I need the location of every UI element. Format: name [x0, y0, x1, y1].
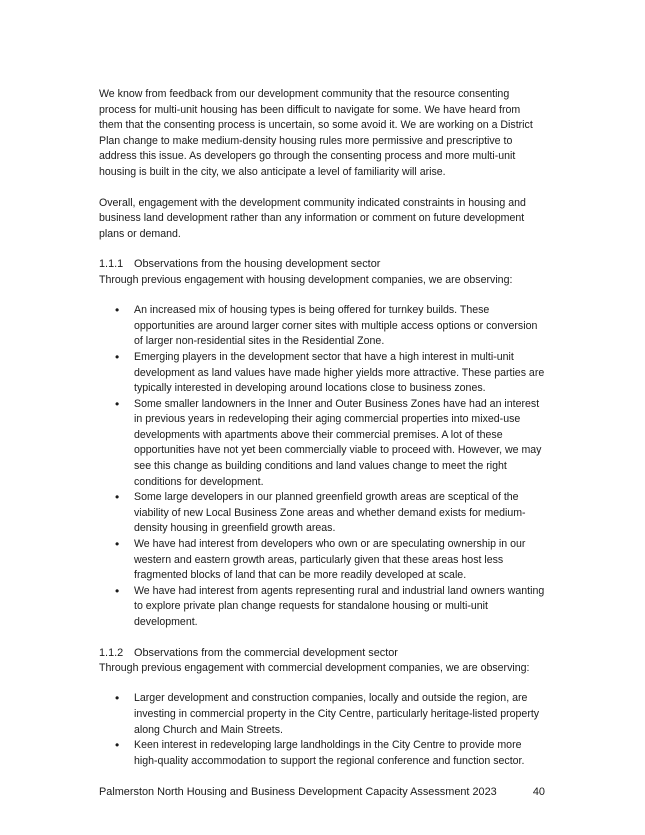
section-intro: Through previous engagement with commercial development companies, we are observing: [99, 661, 530, 674]
list-item: • Emerging players in the development sector that have a high interest in multi-unit development as land values have made higher yields more attractive. These parties are typically interested in developing around locations close to business zones. [99, 350, 545, 397]
page-footer [99, 785, 545, 799]
body-paragraph: Overall, engagement with the development community indicated constraints in housing and business land development rather than any information or comment on future development plans or demand. [99, 196, 526, 240]
section-heading [99, 646, 545, 661]
section-title: Observations from the housing development sector [134, 258, 381, 271]
section-title: Observations from the commercial development sector [134, 646, 398, 659]
list-item: • We have had interest from agents representing rural and industrial land owners wanting to explore private plan change requests for standalone housing or multi-unit development. [99, 584, 545, 631]
section-number: 1.1.1 [99, 258, 124, 271]
footer-title: Palmerston North Housing and Business Development Capacity Assessment 2023 [99, 786, 497, 798]
section-heading [99, 257, 545, 272]
list-item: • Larger development and construction companies, locally and outside the region, are investing in commercial property in the City Centre, particularly heritage-listed property along Church and Main Streets. [99, 691, 545, 738]
list-item: • Keen interest in redeveloping large landholdings in the City Centre to provide more high-quality accommodation to support the regional conference and function sector. [99, 738, 545, 769]
page-number: 40 [532, 786, 545, 798]
list-item: • Some large developers in our planned greenfield growth areas are sceptical of the viability of new Local Business Zone areas and whether demand exists for medium-density housing in greenfield growth areas. [99, 490, 545, 537]
bullet-list [99, 303, 545, 630]
list-item: • Some smaller landowners in the Inner and Outer Business Zones have had an interest in previous years in redeveloping their aging commercial properties into mixed-use developments with apartments above their commercial premises. A lot of these opportunities have not yet been commercially viable to proceed with. However, we may see this change as building conditions and land values change to meet the right conditions for development. [99, 397, 545, 491]
bullet-list [99, 691, 545, 769]
page-content [99, 87, 545, 769]
body-paragraph: We know from feedback from our development community that the resource consenting process for multi-unit housing has been difficult to navigate for some. We have heard from them that the consenting process is uncertain, so some avoid it. We are working on a District Plan change to make medium-density housing rules more permissive and prescriptive to address this issue. As developers go through the consenting process and more multi-unit housing is built in the city, we also anticipate a level of familiarity will arise. [99, 88, 533, 178]
section-intro: Through previous engagement with housing development companies, we are observing: [99, 273, 513, 286]
list-item: • An increased mix of housing types is being offered for turnkey builds. These opportunities are around larger corner sites with multiple access options or conversion of larger non-residential sites in the Residential Zone. [99, 303, 545, 350]
section-number: 1.1.2 [99, 646, 124, 659]
list-item: • We have had interest from developers who own or are speculating ownership in our western and eastern growth areas, particularly given that these areas host less fragmented blocks of land that can be more readily developed at scale. [99, 537, 545, 584]
